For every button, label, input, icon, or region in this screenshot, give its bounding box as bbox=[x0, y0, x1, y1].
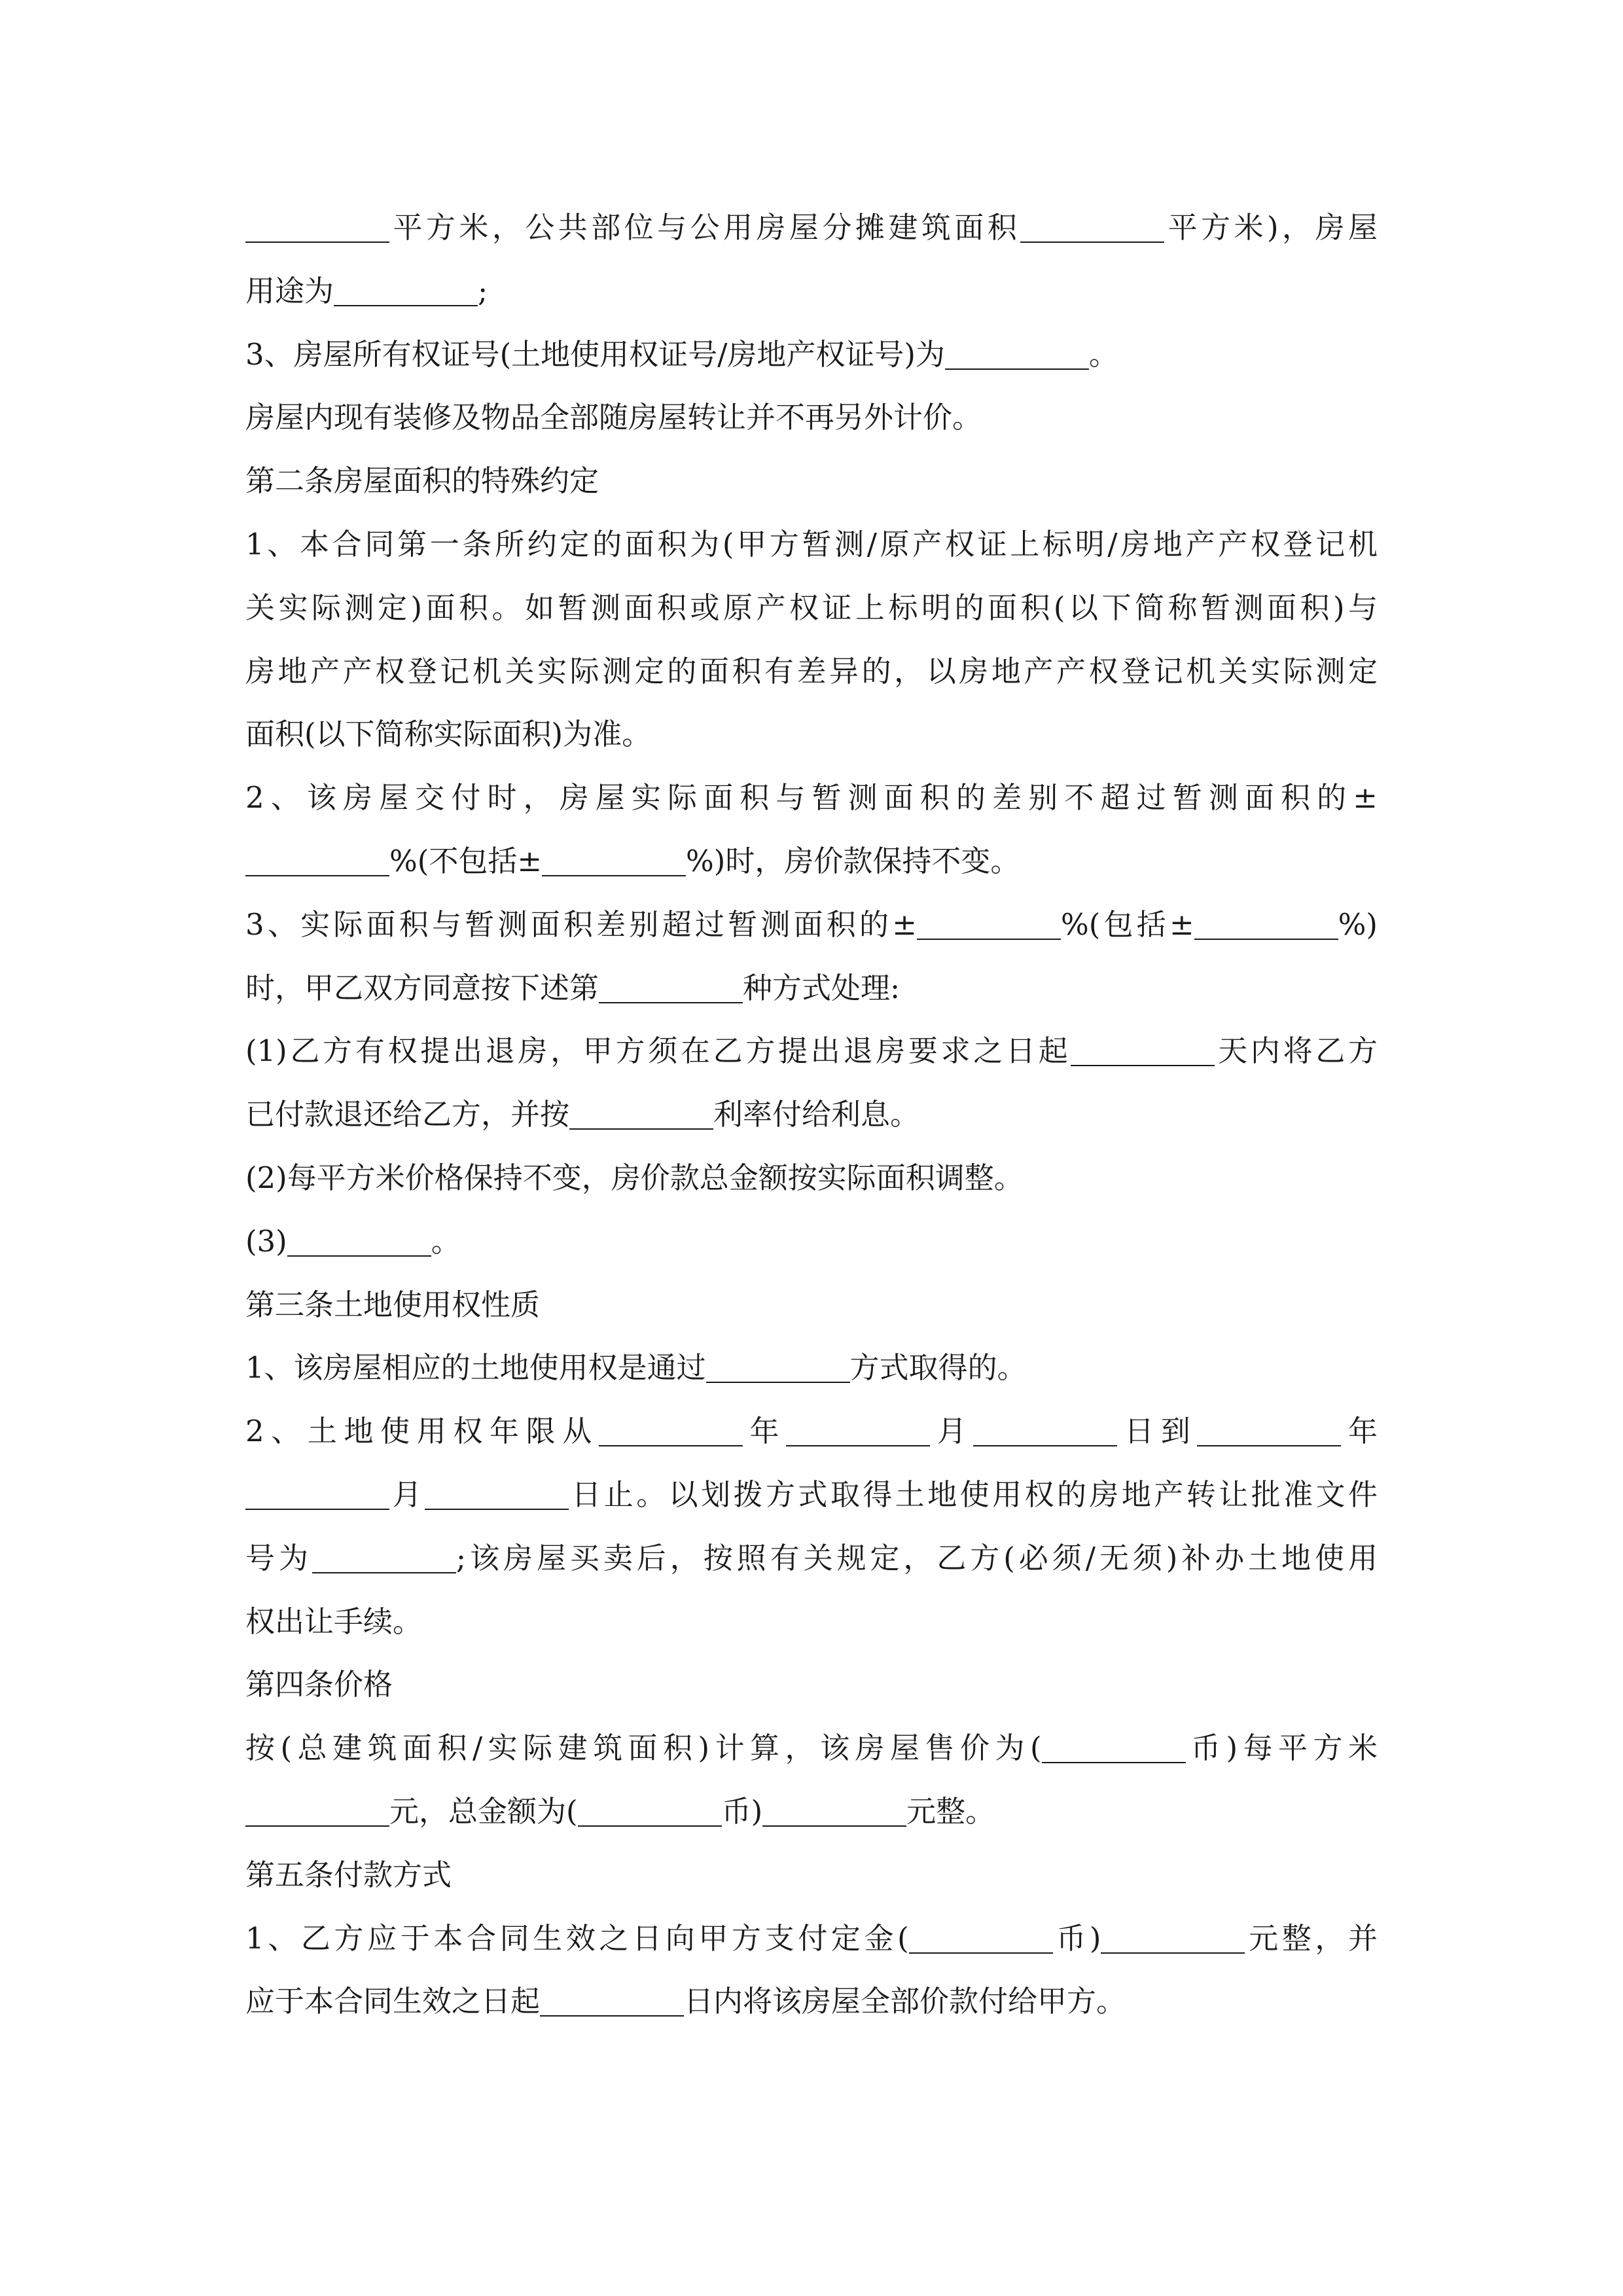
text-segment: 第四条价格 bbox=[245, 1667, 393, 1702]
text-segment: 天内将乙方 bbox=[1215, 1033, 1378, 1069]
text-segment: 日内将该房屋全部价款付给甲方。 bbox=[684, 1984, 1126, 2019]
text-segment: %(不包括± bbox=[389, 843, 543, 878]
blank-underline bbox=[599, 1001, 743, 1003]
text-segment: 2、该房屋交付时，房屋实际面积与暂测面积的差别不超过暂测面积的± bbox=[245, 780, 1378, 816]
text-segment: 应于本合同生效之日起 bbox=[245, 1984, 541, 2019]
blank-underline bbox=[1042, 1761, 1186, 1763]
text-segment: 3、实际面积与暂测面积差别超过暂测面积的± bbox=[245, 906, 917, 942]
text-segment: (3) bbox=[245, 1223, 287, 1259]
text-segment: 平方米)，房屋 bbox=[1164, 210, 1378, 245]
text-line bbox=[245, 830, 1378, 893]
text-line bbox=[245, 766, 1378, 830]
blank-underline bbox=[1101, 1952, 1245, 1954]
text-line bbox=[245, 957, 1378, 1020]
text-line bbox=[245, 323, 1378, 387]
text-segment: (1)乙方有权提出退房，甲方须在乙方提出退房要求之日起 bbox=[245, 1033, 1071, 1069]
text-segment: 元，总金额为( bbox=[389, 1793, 578, 1829]
text-segment: (2)每平方米价格保持不变，房价款总金额按实际面积调整。 bbox=[245, 1160, 1024, 1195]
text-line bbox=[245, 1336, 1378, 1400]
text-line bbox=[245, 196, 1378, 260]
text-line bbox=[245, 1527, 1378, 1590]
text-line bbox=[245, 1274, 1378, 1337]
text-line bbox=[245, 577, 1378, 640]
blank-underline bbox=[786, 1444, 930, 1446]
text-line bbox=[245, 450, 1378, 513]
text-line bbox=[245, 893, 1378, 957]
text-segment: 1、乙方应于本合同生效之日向甲方支付定金( bbox=[245, 1920, 909, 1956]
text-segment: 方式取得的。 bbox=[849, 1350, 1027, 1386]
text-line bbox=[245, 1147, 1378, 1210]
contract-body bbox=[245, 196, 1378, 2034]
text-segment: ; bbox=[478, 273, 488, 308]
text-segment: ;该房屋买卖后，按照有关规定，乙方(必须/无须)补办土地使用 bbox=[455, 1540, 1378, 1575]
blank-underline bbox=[425, 1508, 569, 1510]
text-segment: %) bbox=[1338, 906, 1378, 942]
text-segment: 币)每平方米 bbox=[1185, 1731, 1378, 1766]
text-segment: %)时，房价款保持不变。 bbox=[686, 843, 1020, 878]
text-segment: 第二条房屋面积的特殊约定 bbox=[245, 463, 599, 499]
text-line bbox=[245, 1590, 1378, 1654]
text-segment: 第三条土地使用权性质 bbox=[245, 1287, 541, 1322]
text-line bbox=[245, 260, 1378, 323]
text-segment: %(包括± bbox=[1060, 906, 1194, 942]
text-segment: 年 bbox=[742, 1414, 787, 1449]
text-line bbox=[245, 1463, 1378, 1527]
text-segment: 币) bbox=[1052, 1920, 1101, 1956]
text-line bbox=[245, 1970, 1378, 2034]
text-segment: 利率付给利息。 bbox=[713, 1097, 920, 1132]
text-segment: 月 bbox=[389, 1477, 425, 1512]
text-line bbox=[245, 640, 1378, 704]
text-segment: 3、房屋所有权证号(土地使用权证号/房地产权证号)为 bbox=[245, 336, 945, 372]
blank-underline bbox=[973, 1444, 1117, 1446]
text-segment: 面积(以下简称实际面积)为准。 bbox=[245, 717, 652, 752]
text-segment: 。 bbox=[1088, 336, 1118, 372]
text-line bbox=[245, 1210, 1378, 1274]
blank-underline bbox=[1197, 1444, 1341, 1446]
text-segment: 房屋内现有装修及物品全部随房屋转让并不再另外计价。 bbox=[245, 400, 982, 435]
text-segment: 1、该房屋相应的土地使用权是通过 bbox=[245, 1350, 706, 1386]
blank-underline bbox=[245, 241, 389, 243]
text-segment: 号为 bbox=[245, 1540, 312, 1575]
blank-underline bbox=[287, 1255, 431, 1257]
text-segment: 元整。 bbox=[906, 1793, 995, 1829]
text-line bbox=[245, 1844, 1378, 1907]
blank-underline bbox=[569, 1128, 713, 1130]
blank-underline bbox=[909, 1952, 1053, 1954]
blank-underline bbox=[578, 1825, 722, 1827]
blank-underline bbox=[334, 304, 478, 306]
text-segment: 币) bbox=[721, 1793, 763, 1829]
text-line bbox=[245, 1653, 1378, 1717]
text-line bbox=[245, 513, 1378, 577]
text-segment: 时，甲乙双方同意按下述第 bbox=[245, 970, 599, 1005]
blank-underline bbox=[945, 368, 1089, 370]
text-line bbox=[245, 1780, 1378, 1844]
blank-underline bbox=[762, 1825, 906, 1827]
text-line bbox=[245, 1083, 1378, 1147]
blank-underline bbox=[542, 874, 686, 876]
text-segment: 年 bbox=[1341, 1414, 1378, 1449]
text-segment: 用途为 bbox=[245, 273, 334, 308]
blank-underline bbox=[540, 2015, 684, 2017]
blank-underline bbox=[917, 938, 1061, 940]
blank-underline bbox=[706, 1381, 850, 1383]
text-segment: 房地产产权登记机关实际测定的面积有差异的，以房地产产权登记机关实际测定 bbox=[245, 653, 1378, 689]
blank-underline bbox=[1071, 1064, 1215, 1066]
blank-underline bbox=[245, 874, 389, 876]
text-line bbox=[245, 386, 1378, 450]
text-line bbox=[245, 1400, 1378, 1463]
text-segment: 权出让手续。 bbox=[245, 1604, 423, 1639]
text-segment: 。 bbox=[431, 1223, 461, 1259]
blank-underline bbox=[1020, 241, 1164, 243]
text-segment: 2、土地使用权年限从 bbox=[245, 1414, 599, 1449]
text-segment: 按(总建筑面积/实际建筑面积)计算，该房屋售价为( bbox=[245, 1731, 1042, 1766]
blank-underline bbox=[245, 1825, 389, 1827]
text-segment: 种方式处理: bbox=[743, 970, 901, 1005]
blank-underline bbox=[312, 1571, 456, 1573]
blank-underline bbox=[245, 1508, 389, 1510]
text-segment: 月 bbox=[930, 1414, 974, 1449]
text-line bbox=[245, 703, 1378, 766]
text-line bbox=[245, 1907, 1378, 1971]
blank-underline bbox=[599, 1444, 743, 1446]
blank-underline bbox=[1194, 938, 1338, 940]
text-segment: 已付款退还给乙方，并按 bbox=[245, 1097, 570, 1132]
text-segment: 第五条付款方式 bbox=[245, 1857, 452, 1892]
text-segment: 关实际测定)面积。如暂测面积或原产权证上标明的面积(以下简称暂测面积)与 bbox=[245, 590, 1378, 625]
text-segment: 平方米，公共部位与公用房屋分摊建筑面积 bbox=[389, 210, 1021, 245]
text-line bbox=[245, 1020, 1378, 1083]
text-segment: 1、本合同第一条所约定的面积为(甲方暂测/原产权证上标明/房地产产权登记机 bbox=[245, 526, 1378, 562]
text-segment: 日到 bbox=[1117, 1414, 1198, 1449]
text-segment: 元整，并 bbox=[1245, 1920, 1378, 1956]
text-line bbox=[245, 1717, 1378, 1780]
text-segment: 日止。以划拨方式取得土地使用权的房地产转让批准文件 bbox=[568, 1477, 1378, 1512]
